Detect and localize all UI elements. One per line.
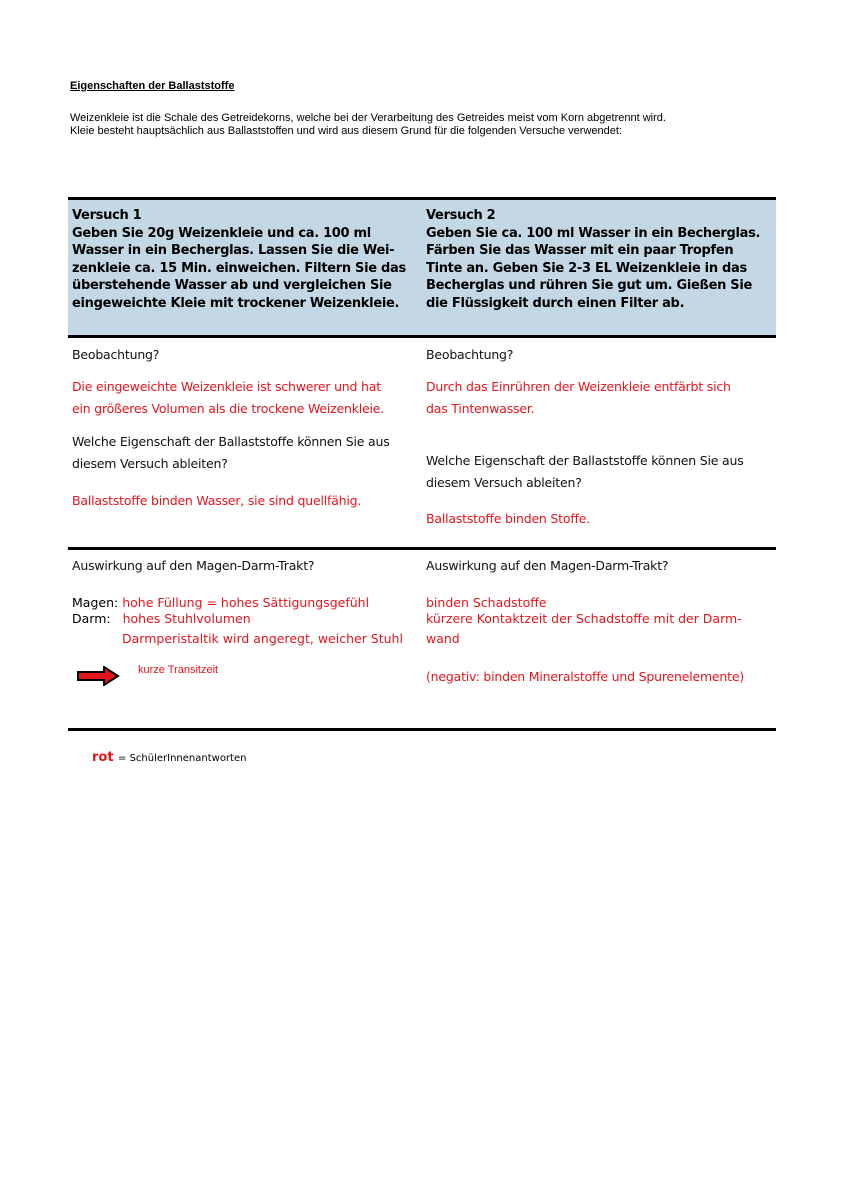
magen-row: [72, 595, 369, 611]
versuch1-instructions: [72, 207, 406, 312]
instruction-line: Geben Sie 20g Weizenkleie und ca. 100 ml: [72, 225, 371, 241]
question-line: Welche Eigenschaft der Ballaststoffe können Sie aus: [72, 434, 390, 449]
instruction-line: Becherglas und rühren Sie gut um. Gießen Sie: [426, 278, 753, 293]
versuch2-negative-note: (negativ: binden Mineralstoffe und Spurenelemente): [426, 669, 745, 684]
legend-key: rot: [92, 750, 114, 765]
instruction-line: zenkleie ca. 15 Min. einweichen. Filtern Sie das: [72, 260, 406, 276]
versuch1-effect-question: Auswirkung auf den Magen-Darm-Trakt?: [72, 558, 315, 573]
intro-line: Weizenkleie ist die Schale des Getreidekorns, welche bei der Verarbeitung des Getreides meist vom Korn abgetrennt wird.: [70, 112, 666, 124]
instruction-line: Wasser in ein Becherglas. Lassen Sie die Wei-: [72, 243, 395, 258]
answer-line: wand: [426, 631, 460, 646]
darm-row: [72, 611, 251, 627]
instruction-line: Geben Sie ca. 100 ml Wasser in ein Becherglas.: [426, 225, 761, 241]
instruction-line: überstehende Wasser ab und vergleichen Sie: [72, 278, 392, 293]
instruction-line: die Flüssigkeit durch einen Filter ab.: [426, 295, 685, 311]
darm-answer-continued: Darmperistaltik wird angeregt, weicher Stuhl: [122, 631, 403, 646]
versuch2-property-answer: Ballaststoffe binden Stoffe.: [426, 511, 590, 526]
versuch2-property-question: [426, 450, 744, 494]
right-arrow-icon: [76, 666, 120, 686]
instruction-line: Tinte an. Geben Sie 2-3 EL Weizenkleie in das: [426, 260, 747, 276]
question-line: diesem Versuch ableiten?: [426, 475, 582, 490]
versuch1-heading: Versuch 1: [72, 208, 142, 223]
legend-text: = SchülerInnenantworten: [118, 753, 247, 764]
instruction-line: Färben Sie das Wasser mit ein paar Tropfen: [426, 243, 734, 258]
answer-line: binden Schadstoffe: [426, 595, 547, 610]
answer-line: Die eingeweichte Weizenkleie ist schwerer und hat: [72, 379, 381, 394]
question-line: diesem Versuch ableiten?: [72, 456, 228, 471]
intro-line: Kleie besteht hauptsächlich aus Ballaststoffen und wird aus diesem Grund für die folgenden Versuche verwendet:: [70, 125, 622, 137]
versuch1-property-answer: Ballaststoffe binden Wasser, sie sind quellfähig.: [72, 493, 362, 508]
darm-label: Darm:: [72, 611, 111, 626]
versuch1-observation-question: Beobachtung?: [72, 347, 160, 362]
answer-line: ein größeres Volumen als die trockene Weizenkleie.: [72, 401, 385, 416]
versuch2-instructions: [426, 207, 760, 312]
magen-answer: hohe Füllung = hohes Sättigungsgefühl: [122, 595, 370, 610]
versuch2-observation-answer: [426, 376, 731, 420]
versuch2-heading: Versuch 2: [426, 208, 496, 223]
legend: [92, 748, 246, 766]
versuch2-observation-question: Beobachtung?: [426, 347, 514, 362]
section-divider: [68, 547, 776, 550]
page-title: Eigenschaften der Ballaststoffe: [70, 80, 235, 92]
answer-line: das Tintenwasser.: [426, 401, 535, 416]
versuch2-effect-answer: [426, 595, 742, 647]
header-bottom-rule: [68, 335, 776, 338]
answer-line: Durch das Einrühren der Weizenkleie entfärbt sich: [426, 379, 731, 394]
versuch1-observation-answer: [72, 376, 384, 420]
magen-label: Magen:: [72, 595, 119, 610]
answer-line: kürzere Kontaktzeit der Schadstoffe mit der Darm-: [426, 611, 742, 626]
intro-paragraph: [70, 112, 790, 138]
darm-answer: hohes Stuhlvolumen: [122, 611, 251, 626]
transit-note: kurze Transitzeit: [138, 664, 219, 676]
table-bottom-rule: [68, 728, 776, 731]
versuch1-property-question: [72, 431, 390, 475]
instruction-line: eingeweichte Kleie mit trockener Weizenkleie.: [72, 295, 400, 311]
question-line: Welche Eigenschaft der Ballaststoffe können Sie aus: [426, 453, 744, 468]
versuch2-effect-question: Auswirkung auf den Magen-Darm-Trakt?: [426, 558, 669, 573]
